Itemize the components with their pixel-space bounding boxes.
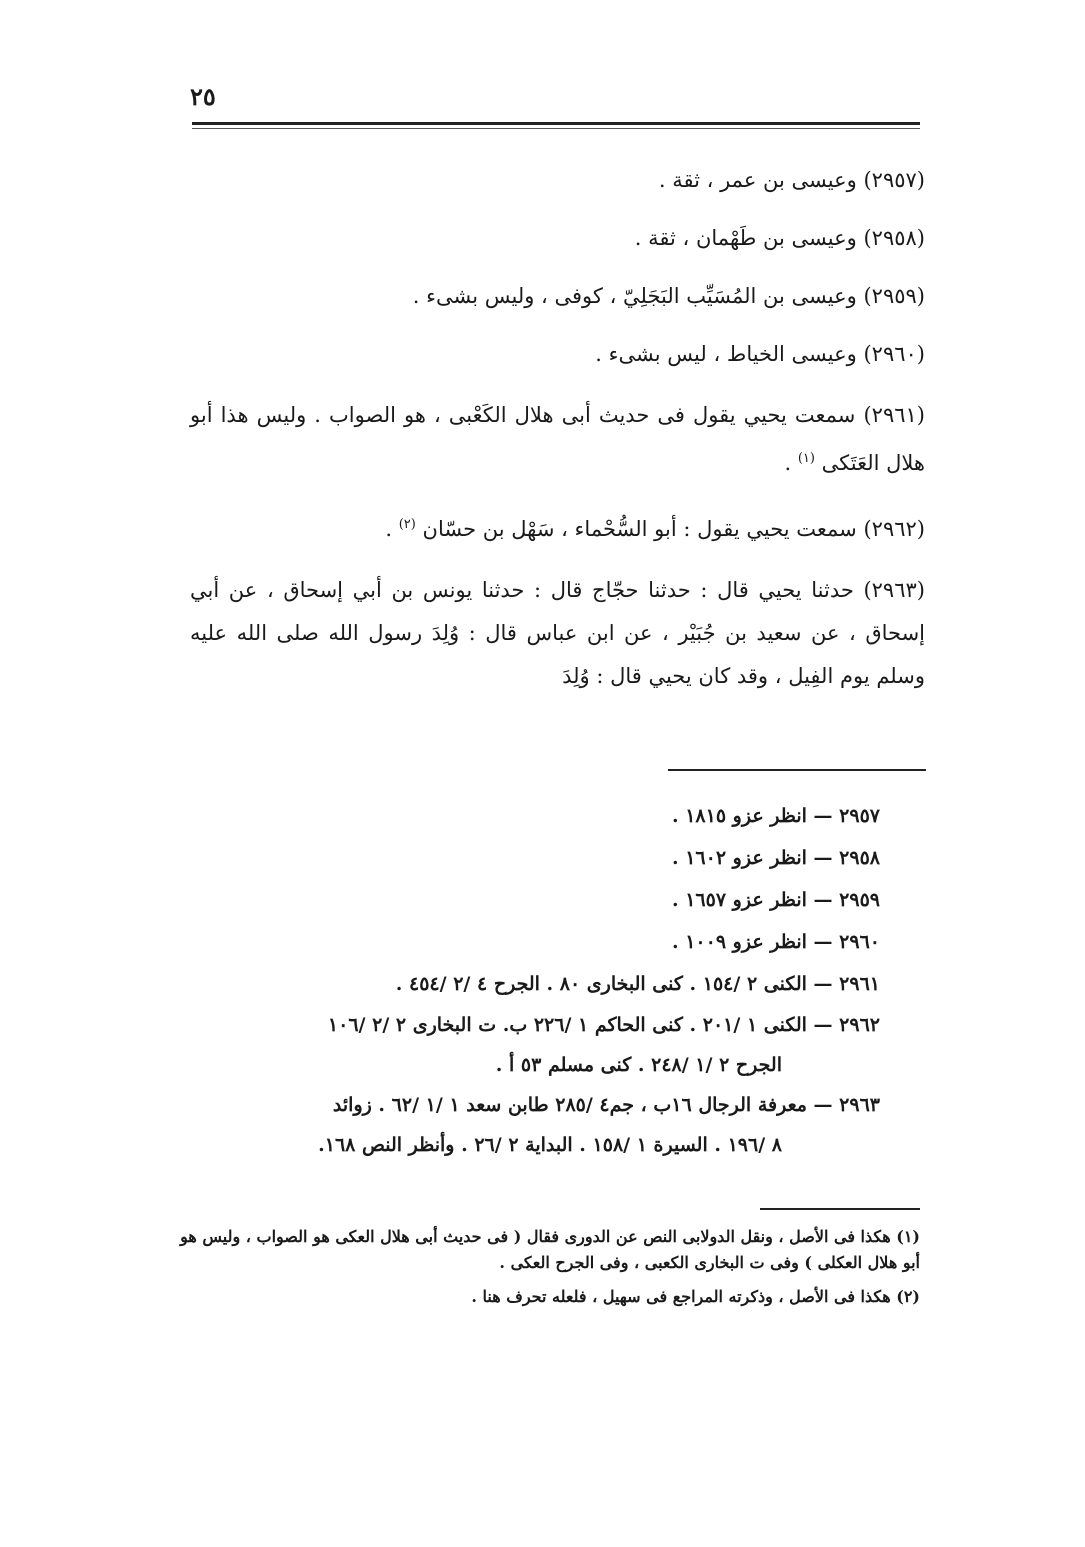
- footnote-1: [180, 1224, 920, 1276]
- entry-2957: [190, 162, 925, 198]
- entry-2962: [190, 507, 925, 547]
- entry-2959: [190, 278, 925, 314]
- footnote-marker: (٢): [398, 517, 416, 532]
- footnote-text: هكذا فى الأصل ، ونقل الدولابى النص عن الدورى فقال ( فى حديث أبى هلال العكى هو الصواب ، وليس هو أبو هلال العكلى ) وفى ت البخارى الكعبى ، وفى الجرح العكى .: [180, 1227, 920, 1272]
- footnote-text: هكذا فى الأصل ، وذكرته المراجع فى سهيل ، فلعله تحرف هنا .: [471, 1287, 891, 1306]
- reference-text: انظر عزو ١٠٠٩ .: [671, 931, 807, 953]
- entry-2963: [190, 569, 925, 698]
- header-rule-thin: [192, 128, 920, 129]
- footnote-2: [180, 1284, 920, 1310]
- entry-text: وعيسى الخياط ، ليس بشىء .: [595, 342, 857, 366]
- references-list: [190, 795, 880, 1165]
- reference-text: انظر عزو ١٦٥٧ .: [671, 889, 807, 911]
- entry-number: (٢٩٦٣): [863, 578, 925, 602]
- footnote-divider: [760, 1208, 920, 1210]
- reference-text: انظر عزو ١٦٠٢ .: [671, 847, 807, 869]
- entry-number: (٢٩٦٠): [863, 342, 925, 366]
- reference-dash: —: [813, 1094, 833, 1116]
- reference-text: معرفة الرجال ١٦ب ، جم٤ /٢٨٥ طابن سعد ١ /١ /٦٢ . زوائد: [332, 1094, 807, 1116]
- entry-number: (٢٩٥٩): [863, 284, 925, 308]
- reference-dash: —: [813, 805, 833, 827]
- footnote-marker: (١): [797, 451, 815, 466]
- entry-number: (٢٩٦٢): [863, 517, 925, 541]
- reference-dash: —: [813, 973, 833, 995]
- entry-tail: .: [784, 451, 798, 475]
- reference-number: ٢٩٥٩: [839, 889, 880, 911]
- entry-number: (٢٩٥٨): [863, 226, 925, 250]
- entry-text: وعيسى بن عمر ، ثقة .: [658, 168, 857, 192]
- header-rule: [192, 122, 920, 125]
- reference-2958: [190, 837, 880, 879]
- reference-dash: —: [813, 847, 833, 869]
- page-number: ٢٥: [190, 82, 216, 111]
- entry-text: وعيسى بن المُسَيِّب البَجَلِيّ ، كوفى ، وليس بشىء .: [412, 284, 857, 308]
- reference-text: انظر عزو ١٨١٥ .: [671, 805, 807, 827]
- footnotes: [180, 1224, 920, 1318]
- entry-number: (٢٩٦١): [863, 403, 925, 427]
- reference-number: ٢٩٦٣: [839, 1094, 880, 1116]
- reference-number: ٢٩٥٨: [839, 847, 880, 869]
- entry-2960: [190, 336, 925, 372]
- reference-dash: —: [813, 889, 833, 911]
- reference-text: الكنى ١ /٢٠١ . كنى الحاكم ١ /٢٢٦ ب. ت البخارى ٢ /٢ /١٠٦: [327, 1014, 807, 1036]
- reference-2963: [190, 1085, 880, 1165]
- entry-text: حدثنا يحيي قال : حدثنا حجّاج قال : حدثنا يونس بن أبي إسحاق ، عن أبي إسحاق ، عن سعيد بن جُبَيْر ، عن ابن عباس قال : وُلِدَ رسول الله صلى الله عليه وسلم يوم الفِيل ، وقد كان يحيي قال : وُلِدَ: [190, 578, 925, 688]
- reference-continuation: الجرح ٢ /١ /٢٤٨ . كنى مسلم ٥٣ أ .: [495, 1054, 782, 1076]
- entry-2961: [190, 394, 925, 485]
- reference-text: الكنى ٢ /١٥٤ . كنى البخارى ٨٠ . الجرح ٤ /٢ /٤٥٤ .: [395, 973, 807, 995]
- reference-number: ٢٩٥٧: [839, 805, 880, 827]
- entry-number: (٢٩٥٧): [863, 168, 925, 192]
- reference-continuation: ٨ /١٩٦ . السيرة ١ /١٥٨ . البداية ٢ /٢٦ . وأنظر النص ١٦٨.: [318, 1134, 782, 1156]
- reference-2959: [190, 879, 880, 921]
- section-divider: [668, 769, 926, 771]
- reference-2962: [190, 1005, 880, 1085]
- entry-text: سمعت يحيي يقول فى حديث أبى هلال الكَعْبى ، هو الصواب . وليس هذا أبو هلال العَتَكى: [190, 403, 925, 475]
- reference-number: ٢٩٦١: [839, 973, 880, 995]
- entry-text: سمعت يحيي يقول : أبو السُّحْماء ، سَهْل بن حسّان: [422, 517, 857, 541]
- entry-2958: [190, 220, 925, 256]
- entry-tail: .: [385, 517, 399, 541]
- entry-text: وعيسى بن طَهْمان ، ثقة .: [634, 226, 857, 250]
- reference-2957: [190, 795, 880, 837]
- reference-number: ٢٩٦٢: [839, 1014, 880, 1036]
- reference-2961: [190, 963, 880, 1005]
- reference-2960: [190, 921, 880, 963]
- main-text: [190, 162, 925, 720]
- reference-dash: —: [813, 931, 833, 953]
- footnote-number: (٢): [896, 1287, 920, 1306]
- reference-number: ٢٩٦٠: [839, 931, 880, 953]
- reference-dash: —: [813, 1014, 833, 1036]
- footnote-number: (١): [896, 1227, 920, 1246]
